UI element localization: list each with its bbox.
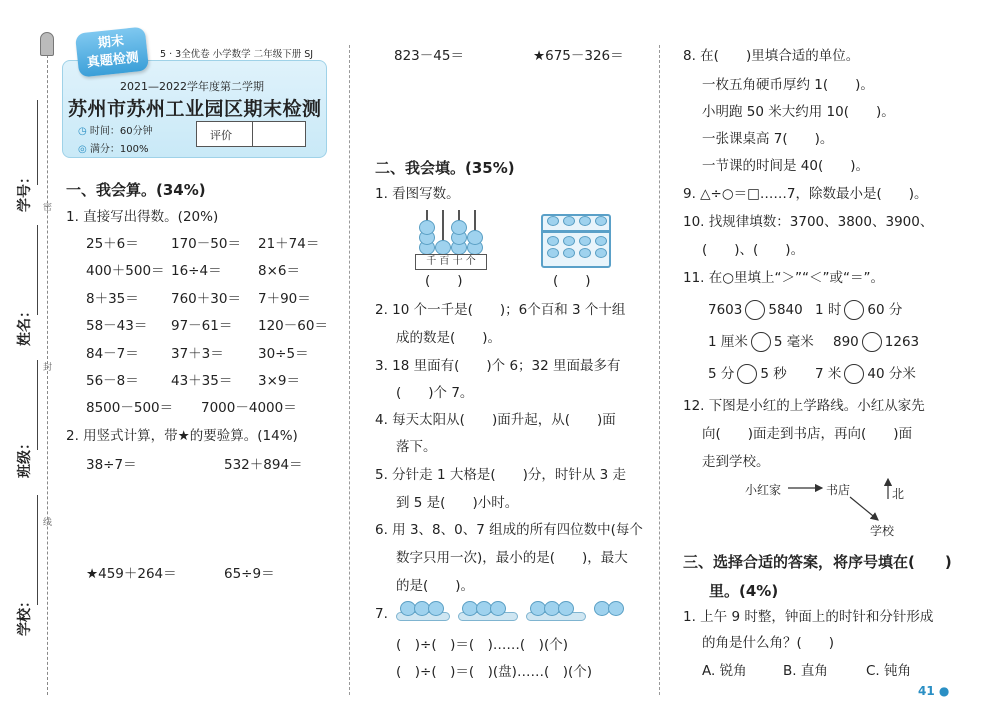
compare-5-left: 5 分 [708, 366, 735, 382]
compare-6 [815, 364, 916, 384]
section1-title: 一、我会算。(34%) [66, 181, 206, 199]
page-number-text: 41 [918, 684, 935, 698]
q1-title: 1. 直接写出得数。(20%) [66, 209, 219, 225]
exam-badge [75, 26, 149, 77]
compare-1-circle[interactable] [745, 300, 765, 320]
compare-2-right: 60 分 [867, 302, 903, 318]
badge-text: 期末 真题检测 [86, 33, 140, 71]
calc-item: 7000－4000＝ [201, 400, 297, 417]
binding-dashed-line [47, 55, 48, 695]
c3-q8a: 一枚五角硬币厚约 1( )。 [702, 77, 874, 93]
line-xingming [37, 225, 38, 315]
check-icon: ◎ [78, 144, 90, 155]
c2-q7-row2: ( )÷( )＝( )(盘)……( )(个) [396, 664, 593, 680]
compare-2 [815, 300, 902, 320]
abacus-1-answer[interactable]: ( ) [425, 273, 463, 289]
seal-feng: 封 [43, 363, 53, 373]
calc-item: 8＋35＝ [86, 290, 139, 307]
compare-3-right: 5 毫米 [773, 334, 814, 350]
c3-q12a: 12. 下图是小红的上学路线。小红从家先 [683, 398, 925, 414]
compare-4-right: 1263 [884, 334, 920, 350]
c2-q3a: 3. 18 里面有( )个 6；32 里面最多有 [375, 358, 621, 374]
calc-item: 3×9＝ [258, 373, 300, 389]
c3-q11: 11. 在○里填上“＞”“＜”或“＝”。 [683, 270, 885, 286]
route-school: 学校 [870, 524, 895, 538]
c2-q7-row1: ( )÷( )＝( )……( )(个) [396, 637, 568, 653]
eval-divider [252, 122, 253, 146]
c3-q8b: 小明跑 50 米大约用 10( )。 [702, 104, 895, 120]
column-divider-2 [659, 45, 660, 695]
page-decor-icon: ● [934, 684, 950, 698]
eval-label: 评价 [210, 129, 232, 142]
compare-4-left: 890 [833, 334, 859, 350]
abacus-place-labels: 千 百 十 个 [415, 254, 487, 270]
apple-plates-illustration [396, 600, 626, 622]
c3-q9: 9. △÷○＝□……7，除数最小是( )。 [683, 186, 928, 202]
calc-item: 56－8＝ [86, 373, 139, 389]
compare-2-circle[interactable] [844, 300, 864, 320]
column-divider-1 [349, 45, 350, 695]
option-b[interactable]: B. 直角 [783, 663, 828, 679]
vert-calc-3: ★459＋264＝ [86, 566, 177, 582]
abacus-2 [541, 214, 611, 268]
compare-3-circle[interactable] [751, 332, 771, 352]
compare-6-left: 7 米 [815, 366, 842, 382]
option-a[interactable]: A. 锐角 [702, 663, 747, 679]
school-year: 2021—2022学年度第二学期 [120, 80, 264, 93]
section2-title: 二、我会填。(35%) [375, 159, 515, 177]
calc-item: 16÷4＝ [171, 263, 222, 280]
route-north: 北 [892, 487, 905, 501]
full-text: 满分：100% [89, 144, 149, 155]
calc-item: 8×6＝ [258, 263, 300, 280]
c2-q4a: 4. 每天太阳从( )面升起，从( )面 [375, 412, 616, 428]
label-xingming: 姓名： [17, 304, 33, 346]
abacus-2-answer[interactable]: ( ) [553, 273, 591, 289]
c2-q2b: 成的数是( )。 [396, 330, 502, 346]
label-xuehao: 学号： [17, 170, 33, 212]
compare-6-circle[interactable] [844, 364, 864, 384]
compare-1-right: 5840 [768, 302, 803, 318]
exam-title: 苏州市苏州工业园区期末检测 [68, 98, 322, 120]
section3-title-b: 里。(4%) [709, 582, 779, 600]
evaluation-box[interactable] [196, 121, 306, 147]
line-banji [37, 360, 38, 450]
top-calc-1: 823－45＝ [394, 48, 464, 64]
page-number [918, 684, 949, 698]
compare-4-circle[interactable] [862, 332, 882, 352]
calc-item: 120－60＝ [258, 318, 328, 335]
compare-3 [708, 332, 814, 352]
c2-q4b: 落下。 [396, 439, 437, 455]
compare-5 [708, 364, 787, 384]
c3-q8c: 一张课桌高 7( )。 [702, 131, 834, 147]
line-xuehao [37, 100, 38, 185]
c2-q5a: 5. 分针走 1 大格是( )分，时针从 3 走 [375, 467, 627, 483]
calc-item: 30÷5＝ [258, 345, 309, 362]
calc-item: 97－61＝ [171, 318, 233, 335]
seal-mi: 密 [43, 203, 53, 213]
route-store: 书店 [826, 483, 851, 497]
line-xuexiao [37, 495, 38, 605]
brand-line: 5 · 3全优卷 小学数学 二年级下册 SJ [160, 49, 314, 60]
c3-s3-q1a: 1. 上午 9 时整，钟面上的时针和分针形成 [683, 609, 934, 625]
c3-q12b: 向( )面走到书店，再向( )面 [702, 426, 913, 442]
calc-item: 8500－500＝ [86, 400, 174, 417]
compare-3-left: 1 厘米 [708, 334, 748, 350]
c2-q2a: 2. 10 个一千是( )；6个百和 3 个十组 [375, 302, 626, 318]
calc-item: 400＋500＝ [86, 263, 165, 280]
compare-2-left: 1 时 [815, 302, 842, 318]
seal-xian: 线 [43, 518, 53, 528]
calc-item: 37＋3＝ [171, 345, 224, 362]
c2-q3b: ( )个 7。 [396, 385, 474, 401]
calc-item: 21＋74＝ [258, 236, 320, 252]
compare-1 [708, 300, 803, 320]
calc-item: 43＋35＝ [171, 373, 233, 389]
c3-q10b: ( )、( )。 [702, 242, 805, 258]
c3-q10a: 10. 找规律填数：3700、3800、3900、 [683, 214, 934, 230]
calc-item: 170－50＝ [171, 236, 241, 252]
vert-calc-2: 532＋894＝ [224, 457, 303, 473]
label-banji: 班级： [17, 436, 33, 478]
c2-q7: 7. [375, 606, 388, 622]
q2-title: 2. 用竖式计算，带★的要验算。(14%) [66, 428, 298, 444]
c2-q6b: 数字只用一次)，最小的是( )，最大 [396, 550, 628, 566]
route-home: 小红家 [745, 483, 782, 497]
c2-q1: 1. 看图写数。 [375, 186, 460, 202]
time-limit [78, 122, 153, 137]
c3-s3-q1b: 的角是什么角？( ) [702, 635, 835, 651]
compare-4 [833, 332, 919, 352]
c3-q8: 8. 在( )里填合适的单位。 [683, 48, 860, 64]
time-text: 时间：60分钟 [89, 126, 153, 137]
calc-item: 84－7＝ [86, 345, 139, 362]
top-calc-2: ★675－326＝ [533, 48, 624, 64]
c2-q5b: 到 5 是( )小时。 [396, 495, 519, 511]
c3-q8d: 一节课的时间是 40( )。 [702, 158, 870, 174]
calc-item: 760＋30＝ [171, 290, 241, 307]
calc-item: 25＋6＝ [86, 236, 139, 252]
c3-q12c: 走到学校。 [702, 454, 770, 470]
vert-calc-4: 65÷9＝ [224, 566, 275, 582]
section3-title-a: 三、选择合适的答案，将序号填在( ) [683, 553, 952, 571]
c2-q6a: 6. 用 3、8、0、7 组成的所有四位数中(每个 [375, 522, 643, 538]
compare-5-right: 5 秒 [760, 366, 787, 382]
compare-1-left: 7603 [708, 302, 743, 318]
compare-6-right: 40 分米 [867, 366, 916, 382]
full-score [78, 140, 149, 155]
rocket-icon [40, 32, 54, 56]
calc-item: 7＋90＝ [258, 290, 311, 307]
abacus-1 [415, 210, 487, 270]
clock-icon: ◷ [78, 126, 90, 137]
label-xuexiao: 学校： [17, 594, 33, 636]
calc-item: 58－43＝ [86, 318, 148, 335]
c2-q6c: 的是( )。 [396, 578, 475, 594]
option-c[interactable]: C. 钝角 [866, 663, 912, 679]
vert-calc-1: 38÷7＝ [86, 457, 137, 473]
compare-5-circle[interactable] [737, 364, 757, 384]
